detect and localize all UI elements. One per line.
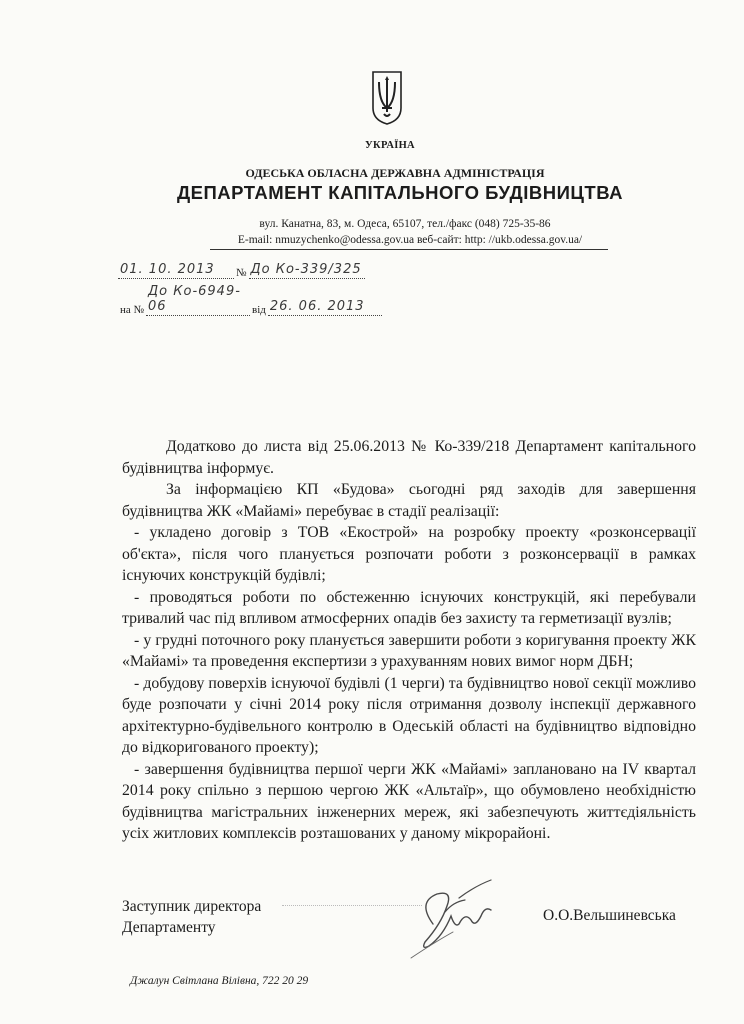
- reply-number-label: на №: [120, 304, 145, 316]
- list-item: - у грудні поточного року планується завершити роботи з коригування проекту ЖК «Майамі» та проведення експертизи з урахуванням нових вимог норм ДБН;: [122, 631, 696, 670]
- contact-email-website: E-mail: nmuzychenko@odessa.gov.ua веб-сайт: http: //ukb.odessa.gov.ua/: [237, 234, 583, 246]
- reply-registration: [118, 284, 382, 316]
- registration-number: До Ко-339/325: [249, 262, 365, 279]
- administration-name: ОДЕСЬКА ОБЛАСНА ДЕРЖАВНА АДМІНІСТРАЦІЯ: [245, 166, 545, 180]
- header-divider: [210, 249, 608, 250]
- registration-date: 01. 10. 2013: [118, 262, 234, 279]
- country-name: УКРАЇНА: [365, 140, 415, 151]
- trident-emblem-icon: [370, 68, 404, 126]
- executor-note: Джалун Світлана Вілівна, 722 20 29: [130, 975, 309, 987]
- handwritten-signature-icon: [395, 872, 505, 962]
- list-item: - завершення будівництва першої черги ЖК «Майамі» заплановано на IV квартал 2014 року спільно з першою чергою ЖК «Альтаїр», що обумовлено необхідністю будівництва магістральних інженерних мереж, які забезпечують життєдіяльність усіх житлових комплексів розташованих у даному мікрорайоні.: [122, 760, 696, 842]
- reply-number: До Ко-6949-06: [146, 284, 250, 316]
- outgoing-registration: [118, 262, 365, 279]
- list-item: - проводяться роботи по обстеженню існуючих конструкцій, які перебували тривалий час під впливом атмосферних опадів без захисту та герметизації вузлів;: [122, 588, 696, 627]
- signatory-title-line1: Заступник директора: [122, 898, 262, 915]
- reply-date: 26. 06. 2013: [268, 299, 382, 316]
- signatory-name: О.О.Вельшиневська: [543, 907, 676, 924]
- contact-address: вул. Канатна, 83, м. Одеса, 65107, тел./факс (048) 725-35-86: [259, 218, 551, 230]
- signatory-title-line2: Департаменту: [122, 919, 216, 936]
- department-title: ДЕПАРТАМЕНТ КАПІТАЛЬНОГО БУДІВНИЦТВА: [176, 182, 624, 203]
- list-item: - добудову поверхів існуючої будівлі (1 черги) та будівництво нової секції можливо буде розпочати у січні 2014 року після отримання дозволу інспекції державного архітектурно-будівельного контролю в Одеській області на будівництво відповідно до відкоригованого проекту);: [122, 674, 696, 756]
- number-label: №: [236, 267, 247, 279]
- body-paragraph: За інформацією КП «Будова» сьогодні ряд заходів для завершення будівництва ЖК «Майамі» перебуває в стадії реалізації:: [122, 481, 696, 520]
- body-paragraph: Додатково до листа від 25.06.2013 № Ко-339/218 Департамент капітального будівництва інформує.: [122, 438, 696, 477]
- list-item: - укладено договір з ТОВ «Екострой» на розробку проекту «розконсервації об'єкта», після чого планується розпочати роботи з розконсервації в рамках існуючих конструкцій будівлі;: [122, 524, 696, 584]
- signatory-title: [122, 896, 261, 938]
- reply-from-label: від: [252, 304, 266, 316]
- letter-body: [122, 436, 696, 845]
